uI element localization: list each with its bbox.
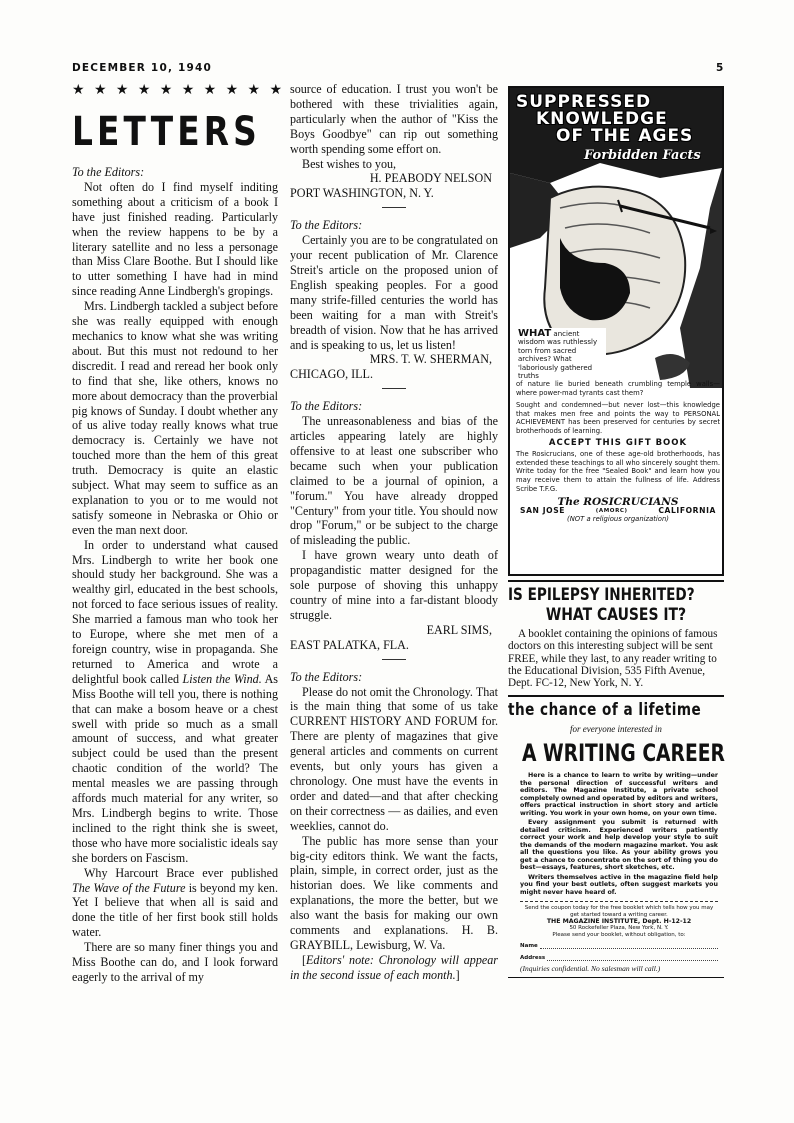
epilepsy-ad (508, 580, 724, 689)
ad-kicker: for everyone interested in (570, 724, 662, 735)
ad-subhead: WHAT CAUSES IT? (545, 605, 687, 625)
editors-note: [Editors' note: Chronology will appear in the second issue of each month.] (290, 952, 498, 982)
page-number: 5 (716, 62, 724, 74)
salutation: To the Editors: (290, 399, 363, 414)
letter-paragraph: Please do not omit the Chronology. That is the main thing that some of us take CURRENT HISTORY AND FORUM for. There are plenty of magazines that give general articles and comments on current events, but only yours has given a chronology. One must have the events in order and dated—and that after checking on their correctness — as dailies, and even weeklies, cannot do. (290, 684, 498, 833)
letters-column-2 (290, 82, 498, 983)
salutation: To the Editors: (290, 669, 363, 684)
advertisement-column (508, 86, 724, 978)
letter-paragraph: Certainly you are to be congratulated on your recent publication of Mr. Clarence Streit's article on the proposed union of English speaking peoples. For a good many strife-filled centuries the world has been waiting for a man with Streit's breadth of vision. Now that he has arrived and is speaking to us, let us listen! (290, 233, 498, 352)
letter-paragraph: source of education. I trust you won't be bothered with these trivialities again, particularly when the author of "Kiss the Boys Goodbye" can rip out something worth spending some effort on. (290, 82, 498, 156)
ad-headline: IS EPILEPSY INHERITED? (508, 585, 695, 605)
star-icon: ★ (203, 82, 217, 98)
mail-coupon: Send the coupon today for the free booklet which tells how you may get started toward a writing career. THE MAGAZINE INSTITUTE, Dept. H-12-12 50 Rockefeller Plaza, New York, N. Y. Please send your booklet, without obligation, to: Name Address (Inquiries confidential. No salesman will call.) (520, 905, 718, 972)
section-title: LETTERS (72, 109, 261, 155)
signature: MRS. T. W. SHERMAN, (369, 352, 492, 367)
star-rule (72, 82, 282, 98)
signature: H. PEABODY NELSON (369, 171, 492, 186)
page-date: DECEMBER 10, 1940 (72, 62, 213, 74)
letter-closing: Best wishes to you, (302, 156, 397, 171)
ad-body: A booklet containing the opinions of famous doctors on this interesting subject will be sent FREE, while they last, to any reader writing to the Educational Division, 535 Fifth Avenue, Dept. FC-12, New York, N. Y. (508, 628, 718, 690)
ad-organization: The ROSICRUCIANS (557, 496, 679, 509)
ad-headline: the chance of a lifetime (508, 700, 702, 721)
star-icon: ★ (93, 82, 107, 98)
rosicrucian-ad (508, 86, 724, 576)
letter-paragraph: Mrs. Lindbergh tackled a subject before she was really equipped with enough mechanics to know what she was writing about. But this must not redound to her discredit. I read and reread her book only to find that she, like others, knows no more about democracy than the proverbial pig knows of Sunday. I doubt whether any of us alive today really knows what true democracy is. Certainly we have not touched more than the hem of this great truth. Democracy is quite an elastic subject. What may seem to suffice as an explanation to you or to me would not satisfy someone in Nebraska or Ohio or even the man next door. (72, 299, 278, 537)
letter-paragraph: In order to understand what caused Mrs. Lindbergh to write her book one should study her background. She was a wealthy girl, educated in the best schools, not forced to face serious issues of reality. She married a famous man who took her to Europe, where she met men of a foreign country, wise in propaganda. She returned to America and wrote a delightful book called Listen the Wind. As Miss Boothe will tell you, there is nothing that can make a bosom heave or a chest swell with pride so much as a small amount of success, and what greater subject could be used than the present chaotic condition of the world? The mental measles we are passing through affords much material for any writer, so Mrs. Lindbergh begins to write. Those inclined to the right think she is sweet, those who have more socialistic ideals say she borders on Fascism. (72, 537, 279, 865)
letter-paragraph: There are so many finer things you and Miss Boothe can do, and I look forward eagerly to the arrival of my (72, 940, 278, 984)
letter-paragraph: I have grown weary unto death of propagandistic matter designed for the sole purpose of shoving this unhappy country of mine into a far-distant bloody struggle. (290, 548, 498, 622)
star-icon: ★ (137, 82, 151, 98)
divider (382, 388, 406, 389)
ad-headline: SUPPRESSED KNOWLEDGE OF THE AGES (516, 92, 694, 146)
salutation: To the Editors: (290, 218, 363, 233)
divider (382, 207, 406, 208)
star-icon: ★ (247, 82, 261, 98)
star-icon: ★ (72, 82, 85, 98)
star-icon: ★ (115, 82, 129, 98)
star-icon: ★ (181, 82, 195, 98)
ad-body: Here is a chance to learn to write by writing—under the personal direction of successful writers and editors. The Magazine Institute, a private school completely owned and operated by editors and writers, offers practical instruction in short story and article writing. You work in your own home, on your own time. Every assignment you submit is returned with detailed criticism. Experienced writers patiently correct your work and help develop your style to suit the demands of the modern magazine market. You ask all the questions you like. As your ability grows you get a chance to concentrate on the sort of thing you do best—essays, features, short sketches, etc. Writers themselves active in the magazine field help you find your best outlets, often suggest markets you might never have heard of. (520, 772, 718, 896)
coupon-address-field[interactable]: Address (520, 955, 718, 962)
ad-location: SAN JOSE (AMORC) CALIFORNIA (520, 505, 716, 515)
divider (382, 659, 406, 660)
ad-subhead: Forbidden Facts (584, 148, 701, 163)
signature-place: EAST PALATKA, FLA. (290, 637, 409, 652)
ad-call-to-action: ACCEPT THIS GIFT BOOK (548, 437, 688, 448)
ad-body: of nature lie buried beneath crumbling temple walls—where power-mad tyrants cast them? Sought and condemned—but never lost—this knowledge that makes men free and points the way to PERSONAL ACHIEVEMENT has been preserved for centuries by secret brotherhoods of learning. ACCEPT THIS GIFT BOOK The Rosicrucians, one of these age-old brotherhoods, has extended these teachings to all who sincerely sought them. Write today for the free "Sealed Book" and learn how you may receive them to attain the fullness of life. Address Scribe T.F.G. The ROSICRUCIANS SAN JOSE (AMORC) CALIFORNIA (NOT a religious organization) (516, 380, 720, 524)
letter-paragraph: The public has more sense than your big-city editors think. We want the facts, plain, simple, in correct order, just as the historian does. We like comments and explanations, the more the better, but we also want the basis for making our own comments and explanations. H. B. GRAYBILL, Lewisburg, W. Va. (290, 833, 498, 952)
coupon-cut-line (520, 901, 718, 902)
signature-place: CHICAGO, ILL. (290, 367, 373, 382)
signature-place: PORT WASHINGTON, N. Y. (290, 186, 434, 201)
salutation: To the Editors: (72, 165, 145, 179)
letters-column-1 (72, 163, 278, 985)
ad-subhead: A WRITING CAREER (522, 739, 725, 768)
star-icon: ★ (225, 82, 239, 98)
star-icon: ★ (269, 82, 282, 98)
letter-paragraph: Not often do I find myself inditing something about a criticism of a book I have just finished reading. Particularly when the review happens to be by a literary satellite and no less a personage than Miss Clare Boothe. But I should like to utter something I have had in mind since reading Anne Lindbergh's gropings. (72, 179, 278, 299)
star-icon: ★ (159, 82, 173, 98)
writing-career-ad (508, 695, 724, 977)
signature: EARL SIMS, (426, 622, 492, 637)
letter-paragraph: The unreasonableness and bias of the articles appearing lately are highly offensive to at least one subscriber who became such when your publication claimed to be a journal of opinion, a "forum." You have already dropped "Century" from your title. You should now drop "Forum," or be subject to the charge of misleading the public. (290, 414, 498, 548)
letter-paragraph: Why Harcourt Brace ever published The Wave of the Future is beyond my ken. Yet I believe that when all is said and done the title of her first book still holds water. (72, 865, 278, 940)
coupon-name-field[interactable]: Name (520, 943, 718, 950)
ad-teaser: WHAT ancient wisdom was ruthlessly torn from sacred archives? What 'laboriously gathered truths (516, 328, 606, 382)
